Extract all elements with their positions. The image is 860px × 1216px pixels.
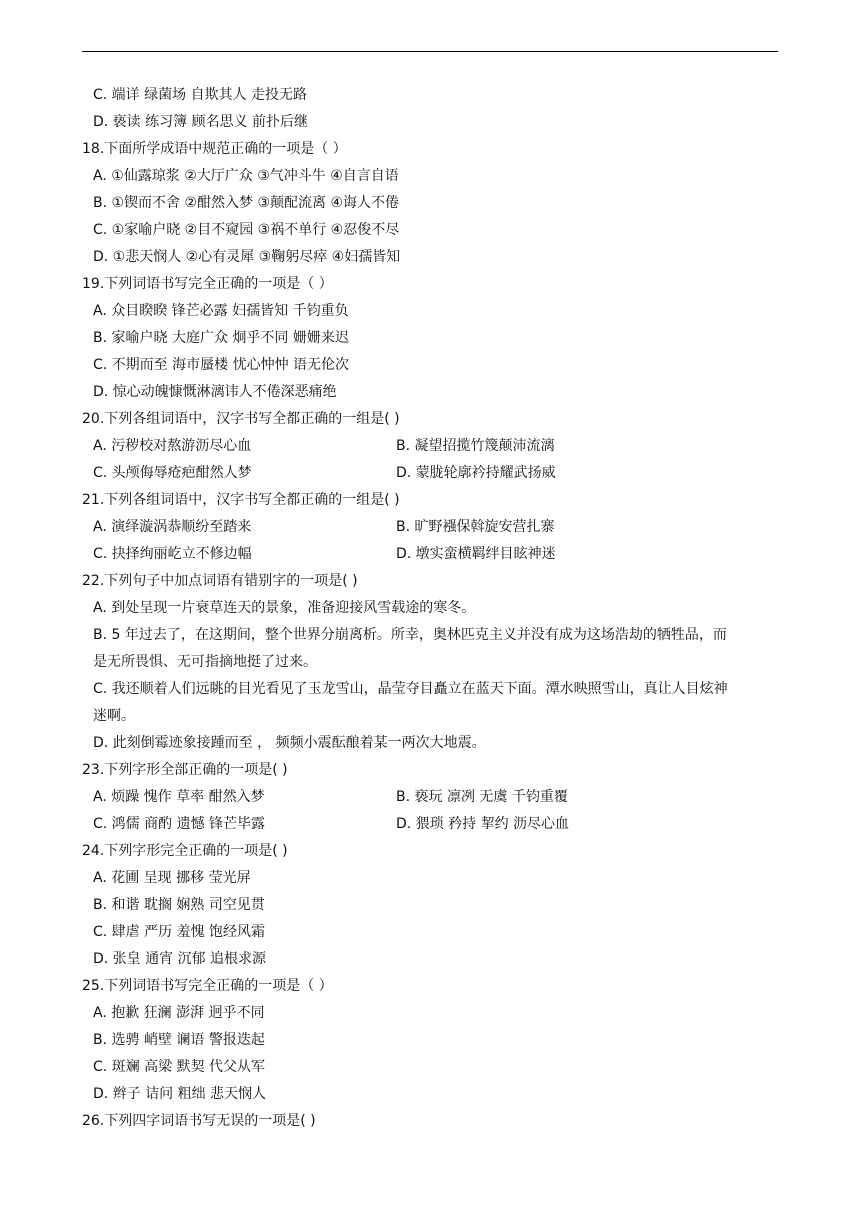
question-stem: 20.下列各组词语中，汉字书写全都正确的一组是( ) [82,411,400,427]
option-text-right: B. 亵玩 凛冽 无虞 千钧重覆 [396,789,568,805]
option-line: B. 家喻户晓 大庭广众 炯乎不同 姗姗来迟 [93,330,349,346]
option-line: C. ①家喻户晓 ②目不窥园 ③祸不单行 ④忍俊不尽 [93,222,400,238]
option-line: D. 张皇 通宵 沉郁 追根求源 [93,951,267,967]
option-line: B. ①锲而不舍 ②酣然入梦 ③颠配流离 ④诲人不倦 [93,195,400,211]
question-stem: 23.下列字形全部正确的一项是( ) [82,762,288,778]
option-line: A. 众目睽睽 锋芒必露 妇孺皆知 千钧重负 [93,303,349,319]
option-line: B. 和谐 耽搁 娴熟 司空见贯 [93,897,265,913]
option-line: C. 端详 绿菌场 自欺其人 走投无路 [93,87,308,103]
option-text-right: B. 旷野襁保斡旋安营扎寨 [396,519,555,535]
option-row [0,514,860,541]
option-text-left: A. 演绎漩涡恭顺纷至踏来 [93,519,252,535]
option-row [0,460,860,487]
document-body [0,82,860,1135]
option-row [0,433,860,460]
header-rule [82,51,778,52]
option-line: D. 惊心动魄慷慨淋漓讳人不倦深恶痛绝 [93,384,337,400]
option-line: C. 不期而至 海市蜃楼 忧心忡忡 语无伦次 [93,357,350,373]
option-row [0,541,860,568]
option-line: B. 5 年过去了，在这期间，整个世界分崩离析。所幸，奥林匹克主义并没有成为这场浩劫的牺牲品，而 [93,627,727,643]
option-line: D. 辫子 诘问 粗绌 悲天悯人 [93,1086,267,1102]
option-text-right: D. 猥琐 矜持 挈约 沥尽心血 [396,816,570,832]
option-line: A. ①仙露琼浆 ②大厅广众 ③气冲斗牛 ④自言自语 [93,168,399,184]
option-line: C. 肆虐 严历 羞愧 饱经风霜 [93,924,266,940]
option-line: B. 选骋 峭壁 谰语 警报迭起 [93,1032,265,1048]
question-stem: 26.下列四字词语书写无误的一项是( ) [82,1113,316,1129]
option-continuation: 迷啊。 [93,708,135,724]
question-stem: 22.下列句子中加点词语有错别字的一项是( ) [82,573,358,589]
question-stem: 21.下列各组词语中，汉字书写全都正确的一组是( ) [82,492,400,508]
option-row [0,811,860,838]
option-continuation: 是无所畏惧、无可指摘地挺了过来。 [93,654,317,670]
option-line: D. 亵读 练习簿 顾名思义 前扑后继 [93,114,309,130]
question-stem: 24.下列字形完全正确的一项是( ) [82,843,288,859]
option-line: D. 此刻倒霉迹象接踵而至 ， 频频小震酝酿着某一两次大地震。 [93,735,486,751]
question-stem: 25.下列词语书写完全正确的一项是（ ） [82,978,333,994]
option-line: A. 花圃 呈现 挪移 莹光屏 [93,870,251,886]
question-stem: 19.下列词语书写完全正确的一项是（ ） [82,276,333,292]
question-stem: 18.下面所学成语中规范正确的一项是（ ） [82,141,347,157]
option-line: D. ①悲天悯人 ②心有灵犀 ③鞠躬尽瘁 ④妇孺皆知 [93,249,401,265]
option-line: C. 我还顺着人们远眺的目光看见了玉龙雪山，晶莹夺目矗立在蓝天下面。潭水映照雪山，真让人目炫神 [93,681,728,697]
option-line: A. 到处呈现一片衰草连天的景象，准备迎接风雪载途的寒冬。 [93,600,476,616]
option-text-left: C. 头颅侮辱疮疤酣然人梦 [93,465,252,481]
option-row [0,784,860,811]
option-text-left: C. 抉择绚丽屹立不修边幅 [93,546,252,562]
option-line: A. 抱歉 狂澜 澎湃 迥乎不同 [93,1005,265,1021]
option-line: C. 斑斓 高梁 默契 代父从军 [93,1059,266,1075]
option-text-left: A. 污秽校对熬游沥尽心血 [93,438,252,454]
option-text-right: D. 蒙胧轮廓衿持耀武扬威 [396,465,556,481]
option-text-right: D. 墩实蛮横羁绊目眩神迷 [396,546,556,562]
option-text-left: C. 鸿儒 商酌 遗憾 锋芒毕露 [93,816,266,832]
option-text-right: B. 凝望招揽竹篾颠沛流漓 [396,438,555,454]
option-text-left: A. 烦躁 愧作 草率 酣然入梦 [93,789,265,805]
